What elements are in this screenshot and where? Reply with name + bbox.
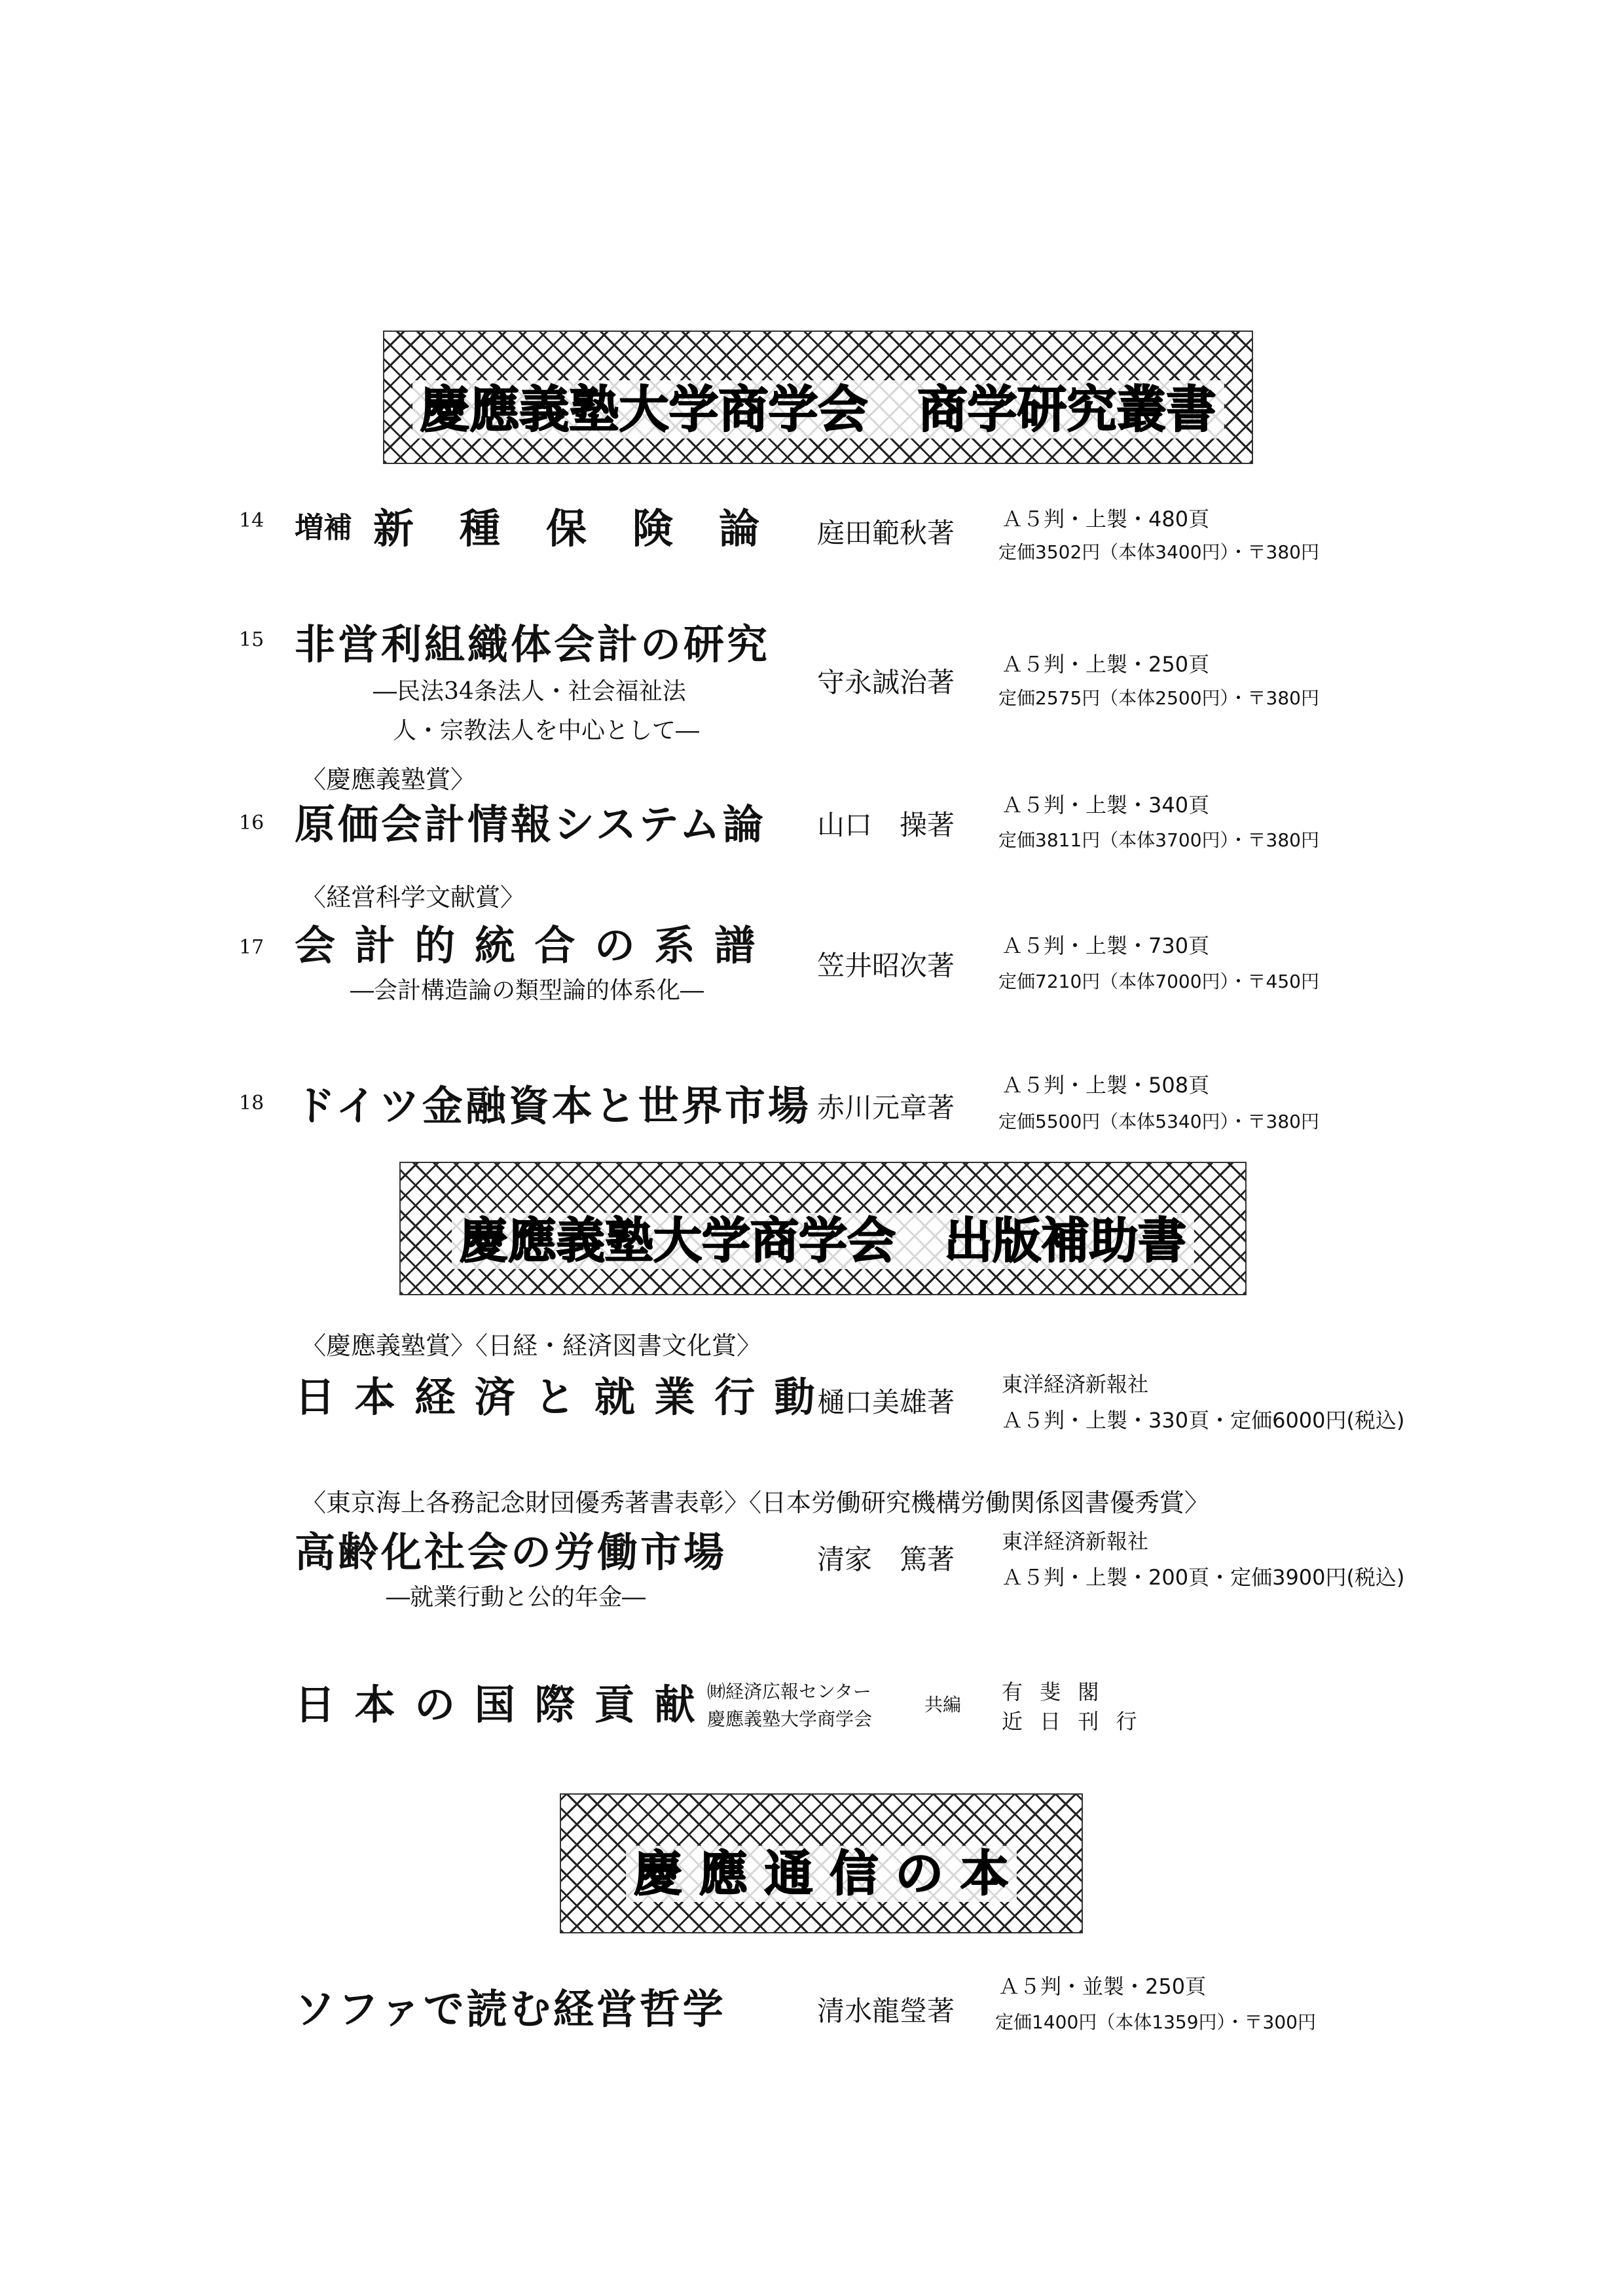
banner-title: 慶應義塾大学商学会 出版補助書 (401, 1202, 1245, 1272)
research-series-banner (383, 331, 1253, 464)
book-title: ドイツ金融資本と世界市場 (295, 1082, 811, 1130)
book-publisher: 東洋経済新報社 (1002, 1529, 1149, 1554)
book-author: 清家 篤著 (817, 1543, 955, 1575)
book-subtitle: ―会計構造論の類型論的体系化― (350, 977, 704, 1004)
book-title: 高齢化社会の労働市場 (295, 1528, 727, 1576)
book-subtitle: 人・宗教法人を中心として― (393, 717, 700, 744)
book-status: 近 日 刊 行 (1002, 1709, 1142, 1734)
book-award: 〈経営科学文献賞〉 (301, 883, 526, 912)
book-author-line2: 慶應義塾大学商学会 (707, 1708, 873, 1730)
book-subtitle: ―就業行動と公的年金― (386, 1584, 646, 1611)
book-award: 〈慶應義塾賞〉 (301, 765, 476, 794)
banner-title: 慶應義塾大学商学会 商学研究叢書 (384, 370, 1252, 441)
publication-aid-banner (399, 1162, 1247, 1295)
book-spec: Ａ５判・上製・250頁 (1002, 652, 1210, 677)
book-spec: Ａ５判・上製・200頁・定価3900円(税込) (1002, 1565, 1405, 1590)
book-number: 16 (239, 812, 264, 834)
book-author: 庭田範秋著 (817, 517, 955, 549)
book-number: 18 (239, 1092, 264, 1115)
book-spec: Ａ５判・上製・480頁 (1002, 507, 1210, 531)
book-title: ソファで読む経営哲学 (295, 1985, 726, 2033)
book-prefix: 増補 (295, 511, 352, 545)
book-author: 笠井昭次著 (817, 950, 955, 982)
book-subtitle: ―民法34条法人・社会福祉法 (373, 678, 686, 705)
book-price: 定価5500円（本体5340円）・〒380円 (998, 1111, 1319, 1132)
book-title: 日 本 経 済 と 就 業 行 動 (295, 1373, 818, 1421)
book-title: 新 種 保 険 論 (373, 505, 763, 552)
book-spec: Ａ５判・上製・508頁 (1002, 1073, 1210, 1098)
book-spec: Ａ５判・上製・730頁 (1002, 933, 1210, 958)
book-price: 定価3811円（本体3700円）・〒380円 (998, 829, 1319, 851)
book-author: 赤川元章著 (817, 1092, 955, 1124)
book-publisher: 有 斐 閣 (1002, 1679, 1104, 1704)
book-spec: Ａ５判・上製・340頁 (1002, 793, 1210, 817)
book-price: 定価3502円（本体3400円）・〒380円 (998, 541, 1319, 563)
book-number: 14 (239, 509, 264, 532)
book-author-suffix: 共編 (924, 1694, 962, 1715)
book-award: 〈慶應義塾賞〉〈日経・経済図書文化賞〉 (301, 1331, 762, 1360)
banner-title: 慶 應 通 信 の 本 (561, 1835, 1082, 1905)
book-award: 〈東京海上各務記念財団優秀著書表彰〉〈日本労働研究機構労働関係図書優秀賞〉 (301, 1488, 1210, 1517)
book-spec: Ａ５判・上製・330頁・定価6000円(税込) (1002, 1408, 1405, 1433)
book-price: 定価7210円（本体7000円）・〒450円 (998, 971, 1319, 992)
book-number: 17 (239, 936, 264, 959)
book-author-line1: ㈶経済広報センター (707, 1681, 871, 1702)
keio-tsushin-banner (560, 1793, 1083, 1933)
book-spec: Ａ５判・並製・250頁 (998, 1974, 1207, 1999)
book-title: 原価会計情報システム論 (295, 800, 766, 848)
book-title: 会 計 的 統 合 の 系 譜 (295, 922, 758, 969)
book-author: 山口 操著 (817, 809, 955, 841)
book-author: 樋口美雄著 (817, 1386, 955, 1418)
book-publisher: 東洋経済新報社 (1002, 1372, 1149, 1397)
book-number: 15 (239, 628, 264, 651)
book-title: 日 本 の 国 際 貢 献 (295, 1681, 698, 1729)
book-author: 清水龍瑩著 (817, 1995, 955, 2027)
book-price: 定価1400円（本体1359円）・〒300円 (995, 2011, 1316, 2033)
book-author: 守永誠治著 (817, 666, 955, 698)
book-price: 定価2575円（本体2500円）・〒380円 (998, 687, 1319, 709)
book-title: 非営利組織体会計の研究 (295, 620, 771, 668)
